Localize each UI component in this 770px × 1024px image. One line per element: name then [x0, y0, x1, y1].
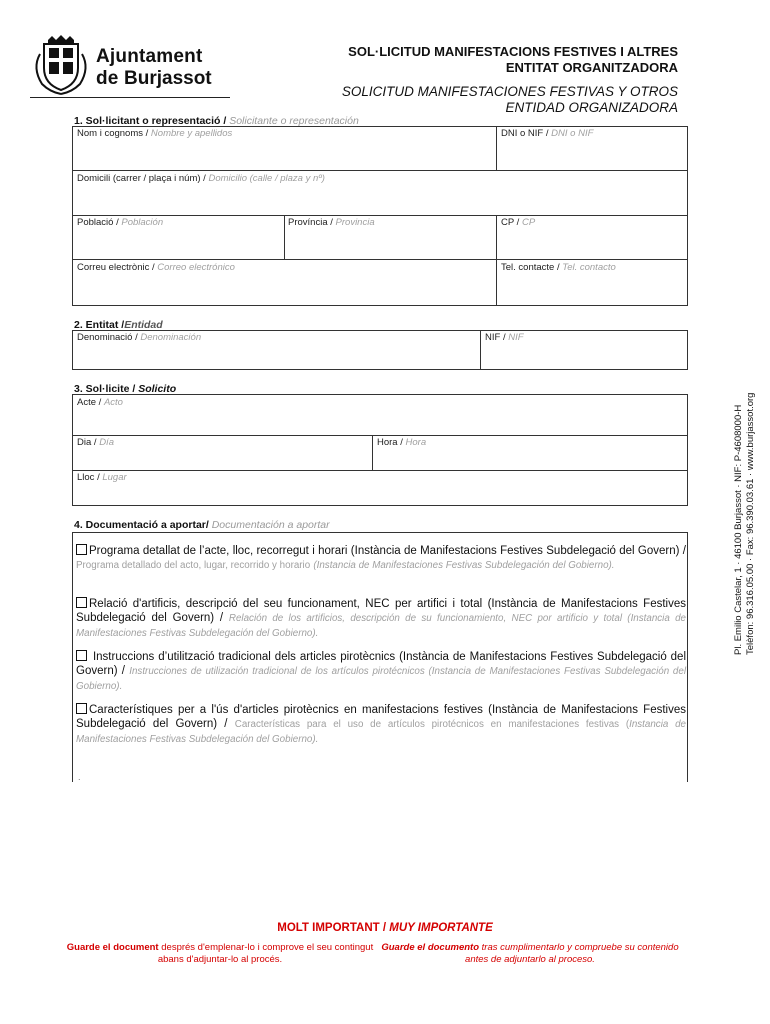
town-field[interactable] — [77, 217, 163, 228]
divider — [72, 470, 688, 471]
doc4-text-es-italic: Instancia de Manifestaciones Festivas Subdelegación del Gobierno). — [76, 719, 686, 745]
name-label-es: Nombre y apellidos — [150, 128, 233, 139]
section3-title: 3. Sol·licite / — [74, 383, 136, 395]
divider — [284, 215, 285, 259]
doc3-text-es-italic: Instrucciones de utilización tradicional de los artículos pirotécnicos (Instancia de Manifestaciones Festivas Subdelegación del Gobierno). — [76, 666, 686, 692]
day-label: Dia / — [77, 437, 97, 448]
dni-label-es: DNI o NIF — [551, 128, 594, 139]
section4-title: 4. Documentació a aportar/ — [74, 519, 209, 531]
divider — [480, 330, 481, 370]
name-label: Nom i cognoms / — [77, 128, 149, 139]
address-field[interactable] — [77, 173, 325, 184]
time-label: Hora / — [377, 437, 403, 448]
side-address-line1: Pl. Emilio Castelar, 1 · 46100 Burjassot · NIF: P-4608000-H — [733, 404, 744, 655]
denomination-label: Denominació / — [77, 332, 138, 343]
province-field[interactable] — [288, 217, 375, 228]
applicant-box — [72, 126, 688, 306]
divider — [72, 435, 688, 436]
important-ca-rest: després d'emplenar-lo i comprove el seu contingut abans d'adjuntar-lo al procés. — [157, 942, 374, 965]
doc2-text-ca: Relació d'artificis, descripció del seu funcionament, NEC per artifici i total (Instància de Manifestacions Festives Subdelegació del Govern) / — [76, 598, 686, 624]
doc2-text-es-italic: Relación de los artificios, descripción de su funcionamiento, NEC por artificio y total (Instancia de Manifestaciones Festivas Subdelegación del Gobierno). — [76, 613, 686, 639]
section4-title-es: Documentación a aportar — [211, 519, 330, 531]
phone-label: Tel. contacte / — [501, 262, 560, 273]
document-item-2 — [76, 597, 686, 641]
divider — [72, 170, 688, 171]
section3-title-es: Solicito — [138, 383, 177, 395]
divider — [496, 215, 497, 306]
town-label-es: Población — [121, 217, 164, 228]
document-item-3 — [76, 650, 686, 694]
important-ca-bold: Guarde el document — [66, 942, 159, 953]
entity-nif-field[interactable] — [485, 332, 524, 343]
denomination-label-es: Denominación — [140, 332, 202, 343]
act-label: Acte / — [77, 397, 102, 408]
doc1-text-es: Programa detallado del acto, lugar, recorrido y horario — [76, 560, 311, 571]
email-label-es: Correo electrónico — [157, 262, 235, 273]
postcode-field[interactable] — [501, 217, 535, 228]
doc3-text-ca: Instruccions d’utilització tradicional dels articles pirotècnics (Instància de Manifestacions Festives Subdelegació del Govern) / — [76, 651, 687, 677]
important-es-rest: tras cumplimentarlo y compruebe su contenido antes de adjuntarlo al proceso. — [465, 942, 679, 965]
logo-text-line1: Ajuntament de — [96, 46, 203, 89]
important-title-es: MUY IMPORTANTE — [389, 922, 493, 934]
province-label-es: Provincia — [335, 217, 375, 228]
document-item-4 — [76, 703, 686, 747]
address-label: Domicili (carrer / plaça i núm) / — [77, 173, 206, 184]
side-address-line2: Telèfon: 96.316.05.00 · Fax: 96.390.03.61 · www.burjassot.org — [745, 392, 756, 655]
doc1-text-es-italic: (Instancia de Manifestaciones Festivas Subdelegación del Gobierno). — [313, 560, 615, 571]
section1-title: 1. Sol·licitant o representació / — [74, 115, 227, 127]
document-item-1 — [76, 544, 686, 573]
day-field[interactable] — [77, 437, 114, 448]
coat-of-arms-icon — [30, 34, 92, 96]
request-box — [72, 394, 688, 506]
act-field[interactable] — [77, 397, 123, 408]
time-field[interactable] — [377, 437, 426, 448]
title-spanish-line2: ENTIDAD ORGANIZADORA — [505, 100, 678, 115]
doc4-text-ca: Característiques per a l'ús d'articles pirotècnics en manifestacions festives (Instància de Manifestacions Festives Subdelegació del Govern) / — [76, 704, 686, 730]
town-label: Població / — [77, 217, 119, 228]
place-label-es: Lugar — [102, 472, 127, 483]
important-note-es — [380, 942, 680, 966]
side-address — [733, 393, 757, 655]
entity-nif-label: NIF / — [485, 332, 506, 343]
place-field[interactable] — [77, 472, 127, 483]
act-label-es: Acto — [103, 397, 123, 408]
doc4-text-es: Características para el uso de artículos pirotécnicos en manifestaciones festivas ( — [234, 719, 630, 730]
place-label: Lloc / — [77, 472, 100, 483]
title-spanish-line1: SOLICITUD MANIFESTACIONES FESTIVAS Y OTROS — [341, 84, 678, 99]
important-note-ca — [60, 942, 380, 966]
postcode-label: CP / — [501, 217, 520, 228]
time-label-es: Hora — [405, 437, 427, 448]
title-spanish — [258, 84, 678, 116]
dni-field[interactable] — [501, 128, 593, 139]
title-catalan-line2: ENTITAT ORGANITZADORA — [505, 60, 678, 75]
day-label-es: Día — [99, 437, 114, 448]
section2-title: 2. Entitat / — [74, 319, 125, 331]
phone-label-es: Tel. contacto — [562, 262, 616, 273]
entity-nif-label-es: NIF — [508, 332, 524, 343]
section1-title-es: Solicitante o representación — [229, 115, 359, 127]
stray-dot: . — [78, 772, 81, 782]
title-catalan — [258, 44, 678, 76]
title-catalan-line1: SOL·LICITUD MANIFESTACIONS FESTIVES I ALTRES — [348, 44, 678, 59]
divider — [496, 126, 497, 170]
checkbox-icon[interactable] — [76, 544, 87, 555]
postcode-label-es: CP — [521, 217, 536, 228]
section2-title-es: Entidad — [124, 319, 163, 331]
divider — [72, 215, 688, 216]
phone-field[interactable] — [501, 262, 616, 273]
section4-heading — [74, 519, 330, 531]
email-label: Correu electrònic / — [77, 262, 155, 273]
province-label: Província / — [288, 217, 333, 228]
logo-underline — [30, 97, 230, 98]
checkbox-icon[interactable] — [76, 703, 87, 714]
important-title-ca: MOLT IMPORTANT / — [277, 922, 387, 934]
important-title — [0, 922, 770, 934]
checkbox-icon[interactable] — [76, 650, 87, 661]
checkbox-icon[interactable] — [76, 597, 87, 608]
email-field[interactable] — [77, 262, 235, 273]
logo-text-line2: Burjassot — [124, 68, 212, 89]
divider — [372, 435, 373, 470]
denomination-field[interactable] — [77, 332, 201, 343]
name-field[interactable] — [77, 128, 232, 139]
address-label-es: Domicilio (calle / plaza y nº) — [208, 173, 325, 184]
municipal-logo — [28, 34, 228, 100]
important-es-bold: Guarde el documento — [381, 942, 480, 953]
dni-label: DNI o NIF / — [501, 128, 549, 139]
divider — [72, 259, 688, 260]
doc1-text-ca: Programa detallat de l’acte, lloc, recorregut i horari (Instància de Manifestacions Festives Subdelegació del Govern) / — [89, 545, 686, 557]
